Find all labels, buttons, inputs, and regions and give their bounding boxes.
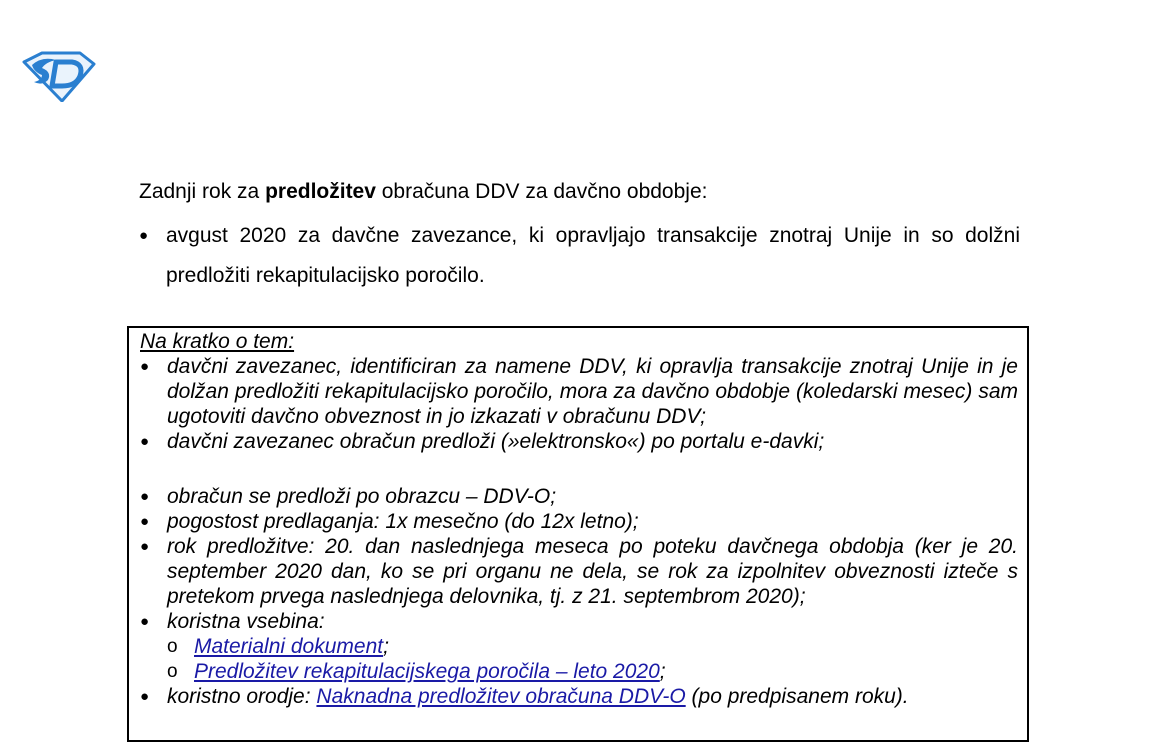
link-rekapitulacijsko-porocilo[interactable]: Predložitev rekapitulacijskega poročila – leto 2020 bbox=[194, 660, 660, 683]
sub-list bbox=[167, 634, 1018, 684]
intro-lead-text-end: obračuna DDV za davčno obdobje: bbox=[375, 180, 708, 203]
spacer bbox=[140, 454, 1018, 484]
bullet-icon: ● bbox=[140, 488, 150, 505]
item-text: davčni zavezanec obračun predloži (»elektronsko«) po portalu e-davki; bbox=[167, 430, 825, 453]
intro-lead-bold: predložitev bbox=[265, 180, 376, 203]
bullet-icon: ● bbox=[140, 513, 150, 530]
sub-list-item bbox=[167, 634, 1018, 659]
sub-list-item bbox=[167, 659, 1018, 684]
tool-suffix: (po predpisanem roku). bbox=[685, 685, 909, 708]
item-text: pogostost predlaganja: 1x mesečno (do 12x letno); bbox=[167, 510, 639, 533]
list-item bbox=[140, 534, 1018, 609]
logo-icon bbox=[22, 50, 96, 102]
bullet-icon: ● bbox=[140, 433, 150, 450]
circle-bullet-icon: o bbox=[167, 636, 178, 657]
bullet-icon: ● bbox=[139, 227, 149, 244]
list-item bbox=[140, 609, 1018, 684]
item-text: koristna vsebina: bbox=[167, 610, 325, 633]
item-text: davčni zavezanec, identificiran za namene DDV, ki opravlja transakcije znotraj Unije in je dolžan predložiti rekapitulacijsko poročilo, mora za davčno obdobje (koledarski mesec) sam ugotoviti davčno obveznost in jo izkazati v obračunu DDV; bbox=[167, 355, 1018, 428]
intro-bullet-text: avgust 2020 za davčne zavezance, ki opravljajo transakcije znotraj Unije in so dolžni predložiti rekapitulacijsko poročilo. bbox=[166, 224, 1020, 287]
circle-bullet-icon: o bbox=[167, 661, 178, 682]
intro-lead bbox=[139, 178, 1020, 206]
list-item bbox=[140, 484, 1018, 509]
link-materialni-dokument[interactable]: Materialni dokument bbox=[194, 635, 384, 658]
intro-list bbox=[139, 216, 1020, 296]
list-item bbox=[140, 684, 1018, 709]
link-suffix: ; bbox=[659, 660, 666, 683]
bullet-icon: ● bbox=[140, 688, 150, 705]
item-text: obračun se predloži po obrazcu – DDV-O; bbox=[167, 485, 557, 508]
list-item bbox=[139, 216, 1020, 296]
link-suffix: ; bbox=[383, 635, 389, 658]
item-text: rok predložitve: 20. dan naslednjega meseca po poteku davčnega obdobja (ker je 20. september 2020 dan, ko se pri organu ne dela, se rok za izpolnitev obveznosti izteče s pretekom prvega naslednjega delovnika, tj. z 21. septembrom 2020); bbox=[167, 535, 1018, 608]
list-item bbox=[140, 509, 1018, 534]
bullet-icon: ● bbox=[140, 538, 150, 555]
bullet-icon: ● bbox=[140, 358, 150, 375]
box-heading: Na kratko o tem: bbox=[140, 330, 295, 353]
bullet-icon: ● bbox=[140, 613, 150, 630]
list-item bbox=[140, 354, 1018, 429]
link-naknadna-predlozitev[interactable]: Naknadna predložitev obračuna DDV-O bbox=[316, 685, 686, 708]
tool-prefix: koristno orodje: bbox=[167, 685, 317, 708]
intro-lead-text: Zadnji rok za bbox=[139, 180, 266, 203]
intro-section bbox=[139, 178, 1020, 296]
summary-box bbox=[127, 326, 1029, 742]
list-item bbox=[140, 429, 1018, 454]
summary-list bbox=[140, 354, 1018, 709]
